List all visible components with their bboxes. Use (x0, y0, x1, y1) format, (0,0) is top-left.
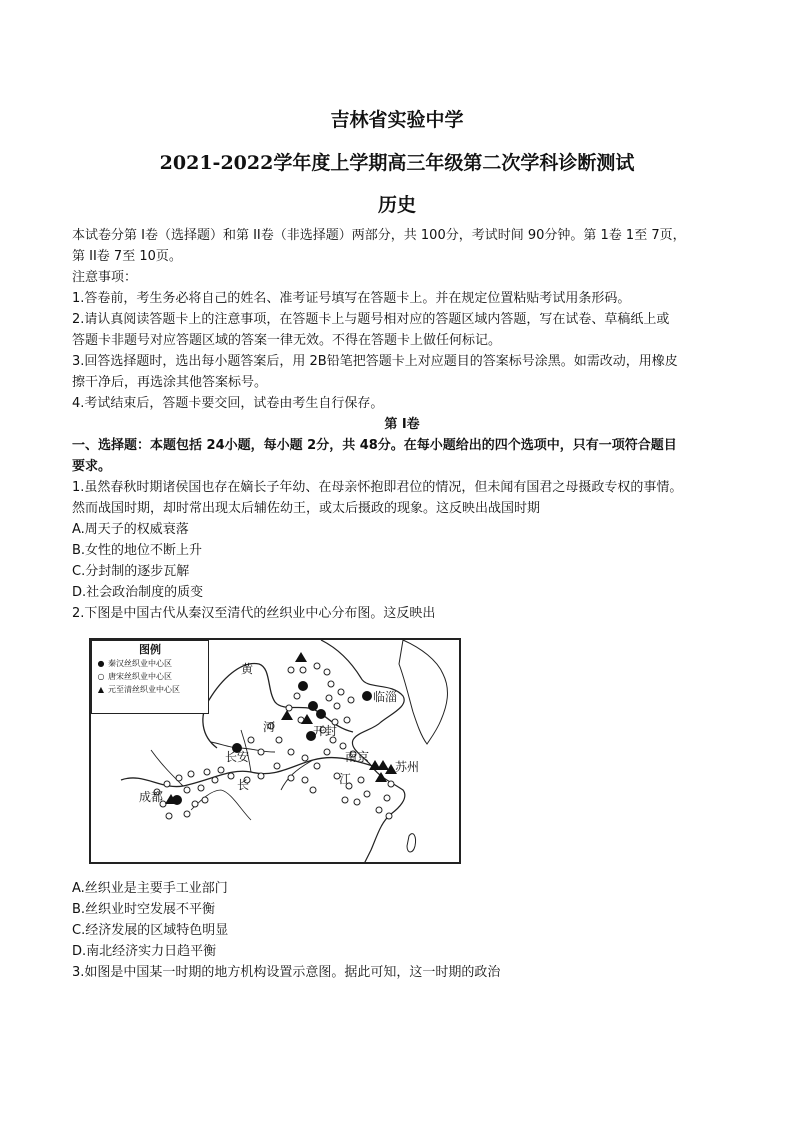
tangsong-center (384, 795, 390, 801)
option-b: B.丝织业时空发展不平衡 (72, 902, 216, 917)
tangsong-center (228, 773, 234, 779)
map-label-huang: 黄 (241, 662, 254, 676)
note-line: 4.考试结束后，答题卡要交回，试卷由考生自行保存。 (72, 396, 384, 411)
qinhan-center (308, 701, 318, 711)
map-label-kaifeng: 开封 (313, 724, 338, 738)
tangsong-center (204, 769, 210, 775)
option-a: A.周天子的权威衰落 (72, 522, 189, 537)
note-line: 擦干净后，再选涂其他答案标号。 (72, 375, 268, 390)
map-label-suzhou: 苏州 (395, 760, 420, 774)
tangsong-center (276, 737, 282, 743)
map-legend (91, 640, 209, 714)
legend-label: 元至清丝织业中心区 (108, 685, 180, 694)
question-stem: 1.虽然春秋时期诸侯国也存在嫡长子年幼、在母亲怀抱即君位的情况，但未闻有国君之母摄政专权的事情。 (72, 480, 683, 495)
qinhan-center (316, 709, 326, 719)
tangsong-center (184, 811, 190, 817)
tangsong-center (258, 773, 264, 779)
question-stem: 2.下图是中国古代从秦汉至清代的丝织业中心分布图。这反映出 (72, 606, 436, 621)
tangsong-center (274, 763, 280, 769)
tangsong-center (386, 813, 392, 819)
tangsong-center (314, 663, 320, 669)
option-b: B.女性的地位不断上升 (72, 543, 203, 558)
legend-item (96, 657, 204, 670)
q2-options (72, 878, 732, 983)
section-heading: 一、选择题：本题包括 24小题，每小题 2分，共 48分。在每小题给出的四个选项中，只有一项符合题目 (72, 438, 677, 453)
tangsong-center (358, 777, 364, 783)
legend-title: 图例 (139, 643, 161, 656)
tangsong-center (288, 775, 294, 781)
map-label-chang: 长 (237, 778, 250, 792)
section-heading: 要求。 (72, 459, 112, 474)
tangsong-center (376, 807, 382, 813)
intro-block (72, 225, 732, 624)
map-label-jiang: 江 (339, 772, 352, 786)
tangsong-center (176, 775, 182, 781)
option-d: D.社会政治制度的质变 (72, 585, 204, 600)
tangsong-center (192, 801, 198, 807)
tangsong-center (248, 737, 254, 743)
map-label-he: 河 (263, 720, 276, 734)
tangsong-center (164, 781, 170, 787)
tangsong-center (324, 669, 330, 675)
intro-line: 第 II卷 7至 10页。 (72, 249, 182, 264)
tangsong-center (354, 799, 360, 805)
tangsong-center (326, 695, 332, 701)
tangsong-center (344, 717, 350, 723)
school-title: 吉林省实验中学 (330, 109, 464, 131)
tangsong-center (258, 749, 264, 755)
peninsula (399, 640, 447, 744)
tangsong-center (324, 749, 330, 755)
tangsong-center (188, 771, 194, 777)
triangle-icon: ▲ (97, 685, 105, 694)
hollow-circle-icon: ○ (97, 672, 105, 681)
tangsong-center (342, 797, 348, 803)
intro-line: 本试卷分第 I卷（选择题）和第 II卷（非选择题）两部分，共 100分，考试时间 90分钟。第 1卷 1至 7页， (72, 228, 686, 243)
tangsong-center (348, 697, 354, 703)
map-label-changan: 长安 (225, 750, 250, 764)
notes-title: 注意事项： (72, 270, 138, 285)
part1-title: 第 I卷 (384, 417, 420, 432)
yuanqing-center (375, 772, 387, 782)
legend-item (96, 683, 204, 696)
tangsong-center (288, 667, 294, 673)
subject-title: 历史 (377, 194, 416, 216)
note-line: 答题卡非题号对应答题区域的答案一律无效。不得在答题卡上做任何标记。 (72, 333, 502, 348)
tangsong-center (328, 681, 334, 687)
tangsong-center (288, 749, 294, 755)
yuanqing-center (281, 710, 293, 720)
exam-title: 2021-2022学年度上学期高三年级第二次学科诊断测试 (159, 152, 635, 174)
map-label-linzi: 临淄 (373, 690, 398, 704)
tangsong-center (184, 787, 190, 793)
tangsong-center (218, 767, 224, 773)
tangsong-center (198, 785, 204, 791)
option-a: A.丝织业是主要手工业部门 (72, 881, 228, 896)
note-line: 2.请认真阅读答题卡上的注意事项，在答题卡上与题号相对应的答题区域内答题，写在试卷、草稿纸上或 (72, 312, 670, 327)
map-label-nanjing: 南京 (345, 750, 370, 764)
tangsong-center (302, 777, 308, 783)
yuanqing-center (295, 652, 307, 662)
tangsong-center (338, 689, 344, 695)
tangsong-center (314, 763, 320, 769)
tangsong-center (364, 791, 370, 797)
tributary (281, 760, 313, 790)
tangsong-center (212, 777, 218, 783)
tangsong-center (302, 755, 308, 761)
map-label-chengdu: 成都 (139, 790, 164, 804)
tangsong-center (166, 813, 172, 819)
option-c: C.分封制的逐步瓦解 (72, 564, 190, 579)
legend-label: 唐宋丝织业中心区 (108, 672, 172, 681)
legend-label: 秦汉丝织业中心区 (108, 659, 172, 668)
tangsong-center (388, 781, 394, 787)
note-line: 3.回答选择题时，选出每小题答案后，用 2B铅笔把答题卡上对应题目的答案标号涂黑。如需改动，用橡皮 (72, 354, 678, 369)
tangsong-center (294, 693, 300, 699)
tangsong-center (300, 667, 306, 673)
qinhan-center (298, 681, 308, 691)
tributary (191, 790, 251, 820)
note-line: 1.答卷前，考生务必将自己的姓名、准考证号填写在答题卡上。并在规定位置粘贴考试用条形码。 (72, 291, 631, 306)
tangsong-center (334, 703, 340, 709)
yuanqing-center (377, 760, 389, 770)
tangsong-center (202, 797, 208, 803)
option-c: C.经济发展的区域特色明显 (72, 923, 229, 938)
question-stem: 然而战国时期，却时常出现太后辅佐幼王，或太后摄政的现象。这反映出战国时期 (72, 501, 541, 516)
option-d: D.南北经济实力日趋平衡 (72, 944, 217, 959)
silk-industry-map (89, 638, 461, 864)
legend-item (96, 670, 204, 683)
solid-circle-icon: ● (97, 659, 105, 668)
qinhan-center (362, 691, 372, 701)
tangsong-center (286, 705, 292, 711)
island (407, 834, 416, 852)
question-stem: 3.如图是中国某一时期的地方机构设置示意图。据此可知，这一时期的政治 (72, 965, 501, 980)
tangsong-center (310, 787, 316, 793)
